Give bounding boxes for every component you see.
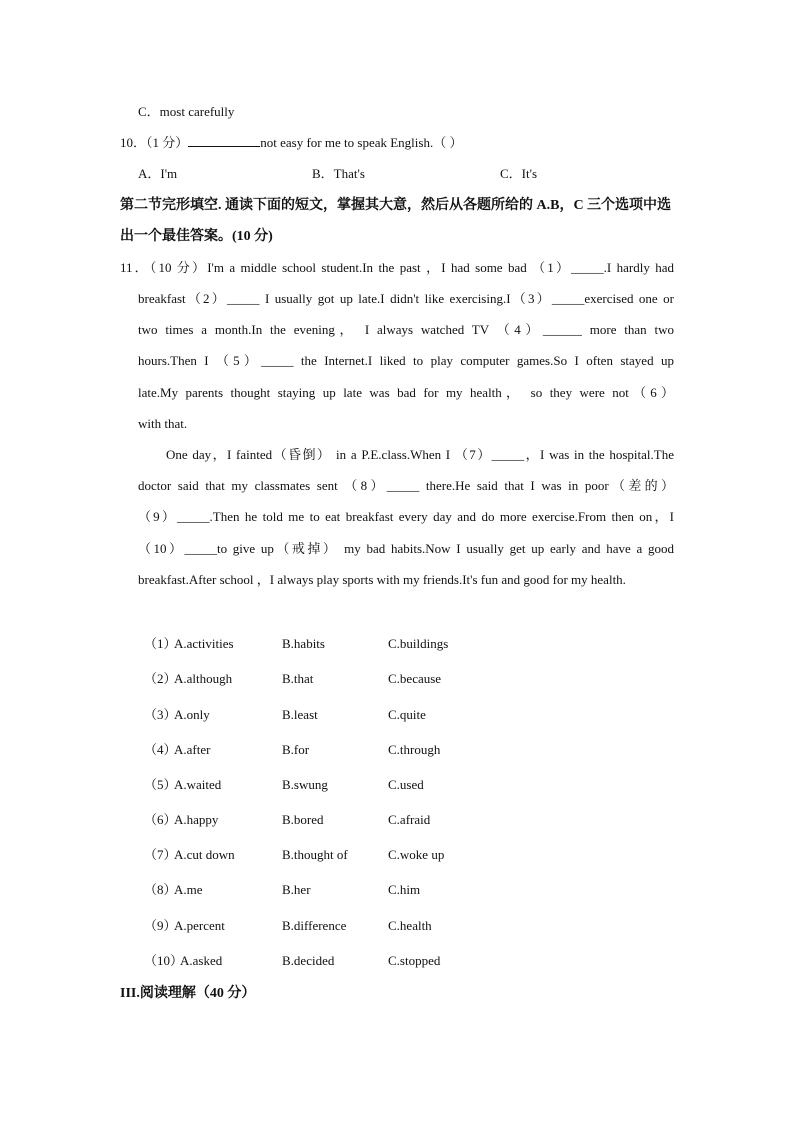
q10-blank[interactable] (188, 134, 260, 147)
option-c[interactable]: C.stopped (388, 953, 441, 968)
option-a[interactable]: A.waited (174, 777, 222, 792)
option-b[interactable]: B.that (282, 671, 314, 686)
q11-passage-line: breakfast（2）_____ I usually got up late.I didn't like exercising.I（3）_____exercised one or (138, 291, 674, 306)
option-c[interactable]: C.quite (388, 707, 426, 722)
q10-option-b[interactable]: B．That's (312, 166, 365, 181)
option-a[interactable]: A.activities (174, 636, 234, 651)
option-c[interactable]: C.buildings (388, 636, 449, 651)
section2-heading-line1: 第二节完形填空. 通读下面的短文，掌握其大意，然后从各题所给的 A.B，C 三个选项中选 (120, 198, 672, 213)
q11-passage-line: hours.Then I （5）_____ the Internet.I liked to play computer games.So I often stayed up (138, 353, 674, 368)
option-c[interactable]: C.because (388, 671, 442, 686)
q10-option-c[interactable]: C．It's (500, 166, 538, 181)
section2-heading-line2: 出一个最佳答案。(10 分) (120, 229, 273, 244)
option-b[interactable]: B.her (282, 882, 311, 897)
option-a[interactable]: A.although (174, 671, 233, 686)
option-number: （3） (144, 707, 177, 722)
option-c[interactable]: C.afraid (388, 812, 431, 827)
option-number: （2） (144, 671, 177, 686)
option-b[interactable]: B.swung (282, 777, 328, 792)
q11-passage-line: One day，I fainted（昏倒） in a P.E.class.When I （7）_____，I was in the hospital.The (166, 447, 674, 462)
option-c[interactable]: C.used (388, 777, 424, 792)
q10-option-a[interactable]: A．I'm (138, 166, 178, 181)
q9-option-c: C．most carefully (138, 104, 235, 119)
option-a[interactable]: A.me (174, 882, 203, 897)
option-a[interactable]: A.only (174, 707, 210, 722)
option-number: （5） (144, 777, 177, 792)
option-c[interactable]: C.him (388, 882, 421, 897)
q11-passage-line: late.My parents thought staying up late was bad for my health， so they were not（6） (138, 385, 674, 400)
q10-number: 10．（1 分） (120, 135, 189, 150)
q11-passage-line: two times a month.In the evening， I always watched TV （4）______ more than two (138, 322, 674, 337)
option-number: （10） (144, 953, 184, 968)
option-a[interactable]: A.cut down (174, 847, 235, 862)
q10-stem (120, 134, 462, 152)
option-number: （6） (144, 812, 177, 827)
option-a[interactable]: A.after (174, 742, 211, 757)
option-c[interactable]: C.health (388, 918, 432, 933)
option-number: （9） (144, 918, 177, 933)
q11-passage-line: 11．（10 分）I'm a middle school student.In the past ，I had some bad （1）_____.I hardly had (120, 260, 674, 275)
option-b[interactable]: B.thought of (282, 847, 348, 862)
q11-passage-line: （9）_____.Then he told me to eat breakfast every day and do more exercise.From then on，I (138, 509, 674, 524)
q11-passage-line: breakfast.After school ，I always play sports with my friends.It's fun and good for my health. (138, 572, 626, 587)
q11-passage-line: （10）_____to give up（戒掉） my bad habits.Now I usually get up early and have a good (138, 541, 674, 556)
option-number: （4） (144, 742, 177, 757)
option-a[interactable]: A.percent (174, 918, 225, 933)
section3-heading: III.阅读理解（40 分） (120, 986, 256, 1001)
option-b[interactable]: B.difference (282, 918, 347, 933)
option-b[interactable]: B.habits (282, 636, 325, 651)
option-number: （1） (144, 636, 177, 651)
option-b[interactable]: B.least (282, 707, 318, 722)
option-b[interactable]: B.for (282, 742, 310, 757)
option-a[interactable]: A.asked (180, 953, 223, 968)
option-c[interactable]: C.through (388, 742, 441, 757)
q10-stem-text: not easy for me to speak English.（ ） (260, 135, 463, 150)
option-b[interactable]: B.decided (282, 953, 335, 968)
option-a[interactable]: A.happy (174, 812, 219, 827)
q11-passage-line: doctor said that my classmates sent （8）_____ there.He said that I was in poor（差的） (138, 478, 674, 493)
option-number: （7） (144, 847, 177, 862)
option-number: （8） (144, 882, 177, 897)
option-b[interactable]: B.bored (282, 812, 324, 827)
q11-passage-line: with that. (138, 416, 188, 431)
option-c[interactable]: C.woke up (388, 847, 445, 862)
